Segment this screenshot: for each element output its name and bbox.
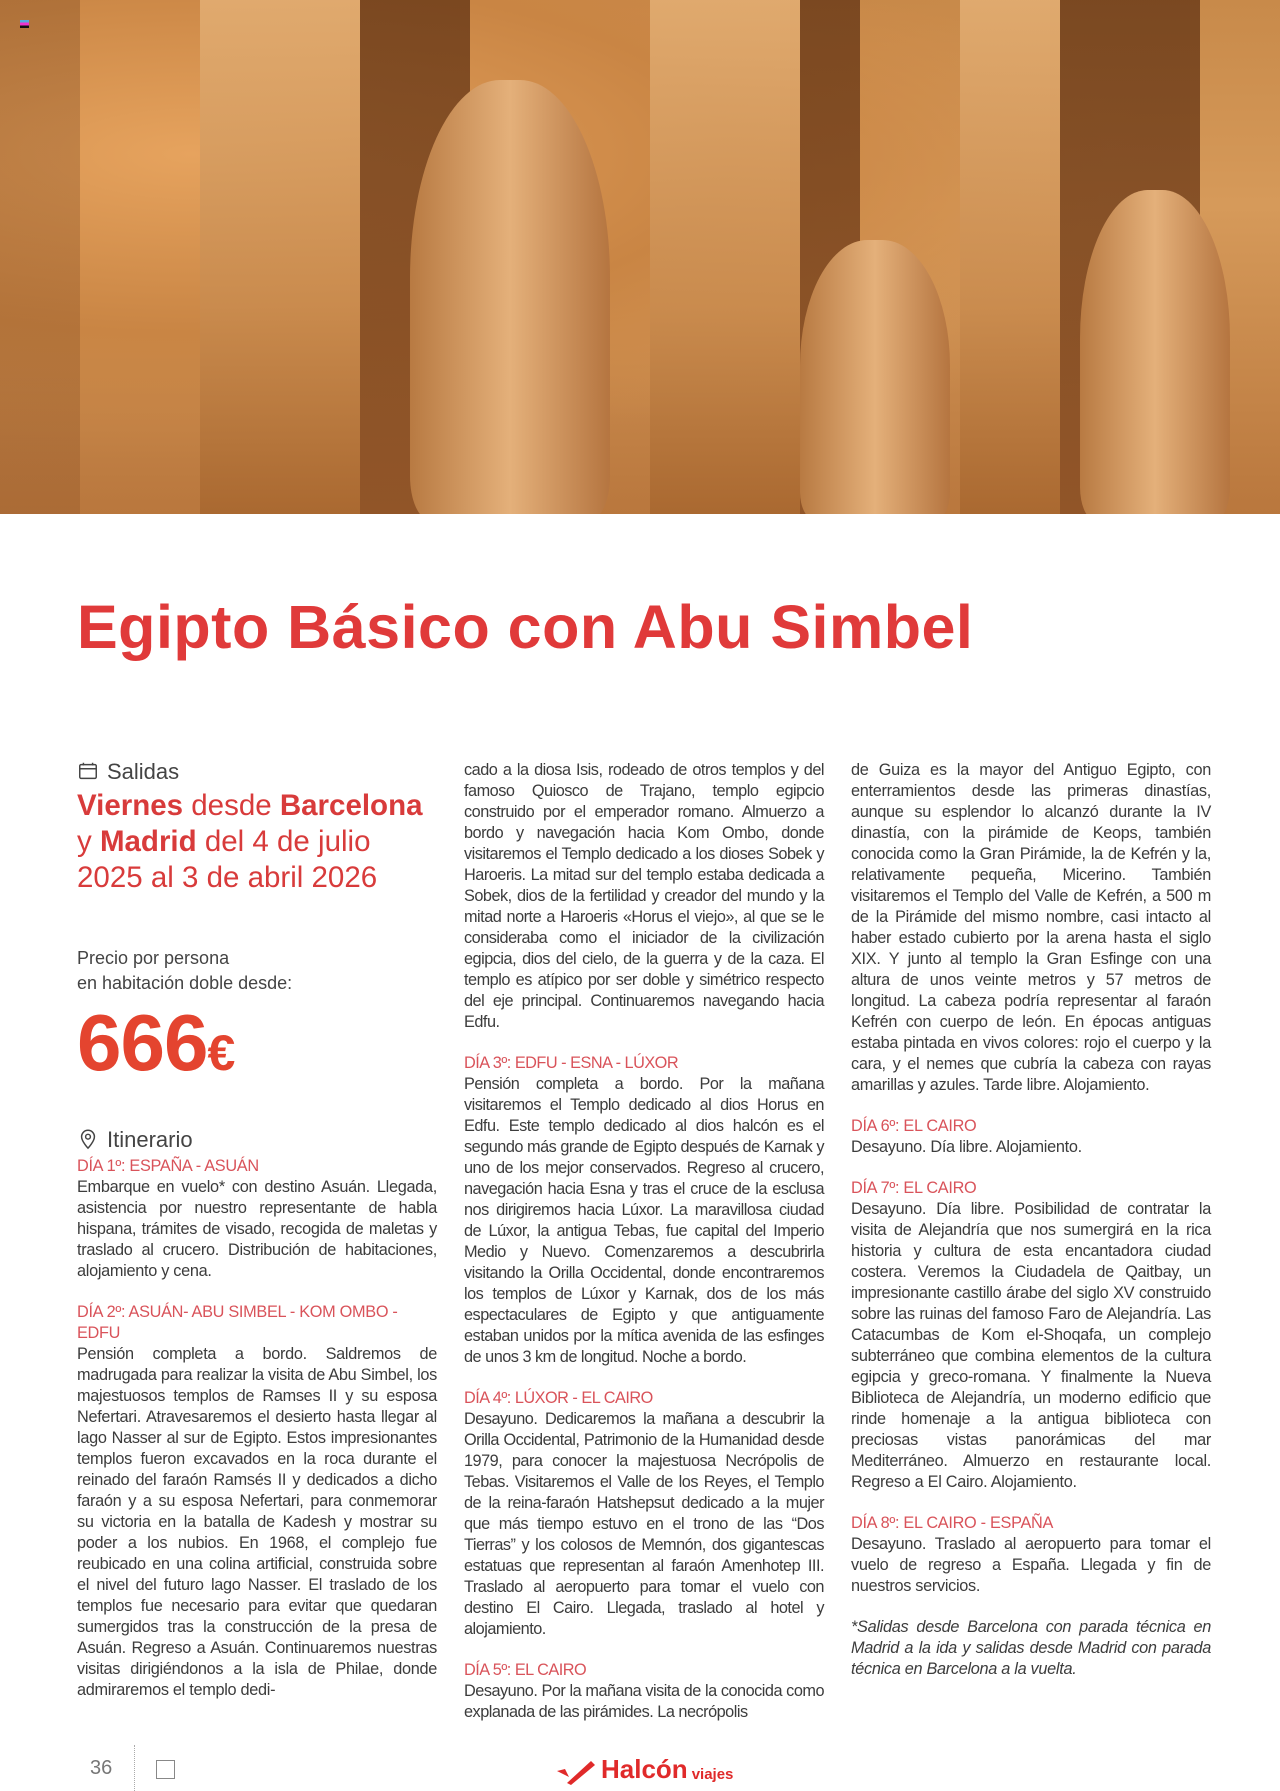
- day-3-title: DÍA 3º: EDFU - ESNA - LÚXOR: [464, 1054, 679, 1072]
- day-1-text: Embarque en vuelo* con destino Asuán. Llegada, asistencia por nuestro representante de habla hispana, trámites de visado, recogida de maletas y traslado al crucero. Distribución de habitaciones, alojamiento y cena.: [77, 1178, 437, 1280]
- page-title: Egipto Básico con Abu Simbel: [77, 593, 974, 661]
- column-1: [77, 760, 437, 1701]
- halcon-viajes-logo: Halcón viajes: [555, 1754, 733, 1785]
- calendar-icon: [77, 760, 99, 782]
- location-pin-icon: [77, 1128, 99, 1150]
- day-2-title: DÍA 2º: ASUÁN- ABU SIMBEL - KOM OMBO - EDFU: [77, 1303, 398, 1342]
- day-8-title: DÍA 8º: EL CAIRO - ESPAÑA: [851, 1514, 1054, 1532]
- day-8-text: Desayuno. Traslado al aeropuerto para tomar el vuelo de regreso a España. Llegada y fin de nuestros servicios.: [851, 1535, 1211, 1595]
- day-5-text-continued: de Guiza es la mayor del Antiguo Egipto, con enterramientos desde las primeras dinastías, aunque su esplendor lo alcanzó durante la IV dinastía, con la pirámide de Keops, también conocida como la Gran Pirámide, la de Kefrén y la, relativamente pequeña, Micerino. También visitaremos el Templo del Valle de Kefrén, a 500 m de la Pirámide del mismo nombre, casi intacto al haber estado cubierto por la arena hasta el siglo XIX. Y junto al templo la Gran Esfinge con una altura de unos veinte metros y 57 metros de longitud. La cabeza podría representar al faraón Kefrén con cuerpo de león. En épocas antiguas estaba pintada en vivos colores: rojo el cuerpo y la cara, y el nemes que cubría la cabeza con rayas amarillas y azules. Tarde libre. Alojamiento.: [851, 761, 1211, 1094]
- day-1-title: DÍA 1º: ESPAÑA - ASUÁN: [77, 1157, 259, 1175]
- checkbox-square: [156, 1760, 175, 1779]
- day-7-title: DÍA 7º: EL CAIRO: [851, 1179, 977, 1197]
- day-4-text: Desayuno. Dedicaremos la mañana a descubrir la Orilla Occidental, Patrimonio de la Humanidad desde 1979, para conocer la majestuosa Necrópolis de Tebas. Visitaremos el Valle de los Reyes, el Templo de la reina-faraón Hatshepsut dedicado a la mujer que más tiempo estuvo en el trono de las “Dos Tierras” y los colosos de Memnón, dos gigantescas estatuas que representan al faraón Amenhotep III. Traslado al aeropuerto para tomar el vuelo con destino El Cairo. Llegada, traslado al hotel y alojamiento.: [464, 1410, 824, 1638]
- day-3-text: Pensión completa a bordo. Por la mañana visitaremos el Templo dedicado al dios Horus en Edfu. Este templo dedicado al dios halcón es el segundo más grande de Egipto después de Karnak y uno de los mejor conservados. Regreso al crucero, navegación hacia Esna y tras el cruce de la esclusa nos dirigiremos hacia Lúxor. La maravillosa ciudad de Lúxor, la antigua Tebas, fue capital del Imperio Medio y Nuevo. Comenzaremos a descubrirla visitando la Orilla Occidental, donde encontraremos los templos de Lúxor y Karnak, dos de los más espectaculares de Egipto y que antiguamente estaban unidos por la mítica avenida de las esfinges de unos 3 km de longitud. Noche a bordo.: [464, 1075, 824, 1366]
- day-7-text: Desayuno. Día libre. Posibilidad de contratar la visita de Alejandría que nos sumergirá en la rica historia y cultura de esta encantadora ciudad costera. Veremos la Ciudadela de Qaitbay, un impresionante castillo árabe del siglo XV construido sobre las ruinas del famoso Faro de Alejandría. Las Catacumbas de Kom el-Shoqafa, un complejo subterráneo que combina elementos de la cultura egipcia y greco-romana. Y finalmente la Nueva Biblioteca de Alejandría, un moderno edificio que rinde homenaje a la antigua biblioteca con preciosas vistas panorámicas del mar Mediterráneo. Almuerzo en restaurante local. Regreso a El Cairo. Alojamiento.: [851, 1200, 1211, 1491]
- day-2-text-continued: cado a la diosa Isis, rodeado de otros templos y del famoso Quiosco de Trajano, templo egipcio construido por el emperador romano. Almuerzo a bordo y navegación hacia Kom Ombo, donde visitaremos el Templo dedicado a los dioses Sobek y Haroeris. La mitad sur del templo estaba dedicada a Sobek, dios de la fertilidad y creador del mundo y la mitad norte a Haroeris «Horus el viejo», al que se le consideraba como el iniciador de la civilización egipcia, dios del cielo, de la guerra y de la caza. El templo es atípico por ser doble y simétrico respecto del eje principal. Continuaremos navegando hacia Edfu.: [464, 761, 824, 1031]
- column-3: [851, 760, 1211, 1680]
- column-2: [464, 760, 824, 1723]
- departures-heading: Salidas: [77, 760, 437, 782]
- day-5-text: Desayuno. Por la mañana visita de la conocida como explanada de las pirámides. La necrópolis: [464, 1682, 824, 1721]
- hero-photo-abu-simbel: [0, 0, 1280, 514]
- halcon-logo-icon: [555, 1759, 597, 1785]
- footer-divider: [134, 1745, 135, 1791]
- day-6-text: Desayuno. Día libre. Alojamiento.: [851, 1138, 1082, 1156]
- day-2-text: Pensión completa a bordo. Saldremos de madrugada para realizar la visita de Abu Simbel, los majestuosos templos de Ramses II y su esposa Nefertari. Atravesaremos el desierto hasta llegar al lago Nasser al sur de Egipto. Estos impresionantes templos fueron excavados en la roca durante el reinado del faraón Ramsés II y dedicados a dicho faraón y a su esposa Nefertari, para conmemorar su victoria en la batalla de Kadesh y mostrar su poder a los nubios. En 1968, el complejo fue reubicado en una colina artificial, construida sobre el nivel del futuro lago Nasser. El traslado de los templos fue necesario para evitar que quedaran sumergidos tras la construcción de la presa de Asuán. Regreso a Asuán. Continuaremos nuestras visitas dirigiéndonos a la isla de Philae, donde admiraremos el templo dedi-: [77, 1345, 437, 1699]
- day-5-title: DÍA 5º: EL CAIRO: [464, 1661, 587, 1679]
- day-6-title: DÍA 6º: EL CAIRO: [851, 1117, 977, 1135]
- departure-dates: Viernes desde Barcelona y Madrid del 4 de julio 2025 al 3 de abril 2026: [77, 789, 423, 894]
- price-label: Precio por persona en habitación doble desde:: [77, 948, 293, 993]
- flag-icon: [20, 20, 29, 28]
- footnote: *Salidas desde Barcelona con parada técnica en Madrid a la ida y salidas desde Madrid con parada técnica en Barcelona a la vuelta.: [851, 1618, 1211, 1678]
- price-amount: 666€: [77, 998, 235, 1087]
- day-4-title: DÍA 4º: LÚXOR - EL CAIRO: [464, 1389, 653, 1407]
- page-number: 36: [90, 1757, 113, 1779]
- itinerary-heading: Itinerario: [77, 1128, 437, 1150]
